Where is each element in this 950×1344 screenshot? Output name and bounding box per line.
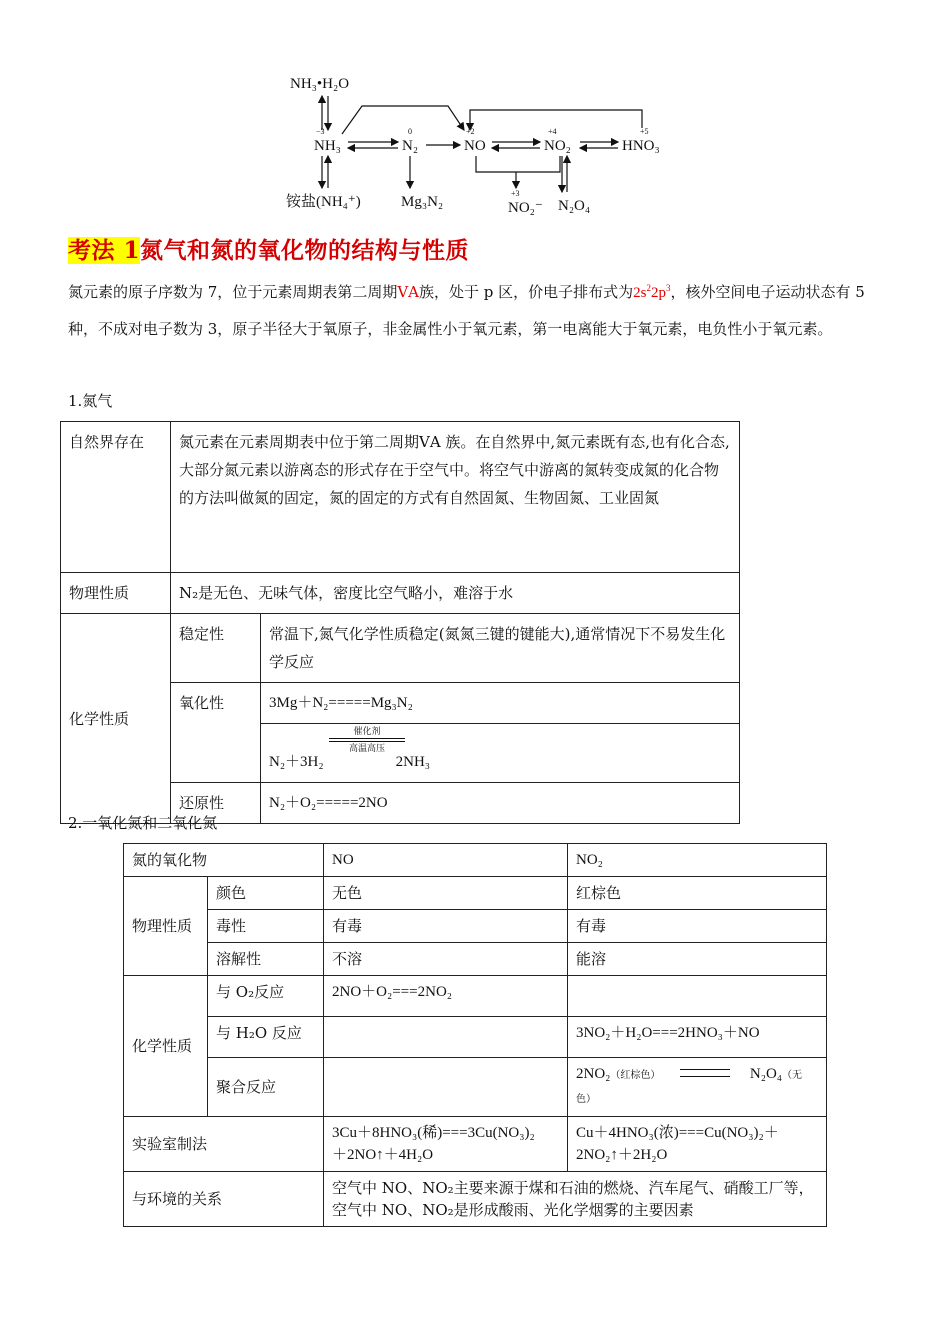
table-row: [124, 976, 827, 1017]
haber-condition: 高温高压: [348, 743, 385, 753]
solubility-label: 溶解性: [208, 943, 324, 976]
equation-n2-o2: N₂＋O₂=====2NO: [261, 783, 740, 824]
ox-nh3: −3: [316, 127, 325, 136]
table-row: [124, 943, 827, 976]
table-row: [124, 877, 827, 910]
header-oxide: 氮的氧化物: [124, 844, 324, 877]
env-label: 与环境的关系: [124, 1172, 324, 1227]
equation-mg-n2: 3Mg＋N₂=====Mg₃N₂: [261, 683, 740, 724]
lab-no: 3Cu＋8HNO₃(稀)===3Cu(NO₃)₂ ＋2NO↑＋4H₂O: [324, 1117, 568, 1172]
h2o-reaction-label: 与 H₂O 反应: [208, 1017, 324, 1058]
reversible-arrow-icon: [680, 1069, 730, 1077]
intro-text-3: ，核外空间电子运动状态有 5 种，不成对电子数为 3，原子半径大于氧原子，非金属性小于氧元素，第一电离能大于氧元素，电负性小于氧元素。: [68, 283, 865, 338]
table-row: [61, 422, 740, 573]
intro-group: ⅤA: [397, 283, 419, 301]
reducing-label: 还原性: [171, 783, 261, 824]
no-label: NO: [464, 138, 486, 154]
intro-text-1: 氮元素的原子序数为 7，位于元素周期表第二周期: [68, 283, 398, 301]
poly-right-note: （无: [782, 1070, 803, 1081]
lab-no2: Cu＋4HNO₃(浓)===Cu(NO₃)₂＋ 2NO₂↑＋2H₂O: [568, 1117, 827, 1172]
color-label: 颜色: [208, 877, 324, 910]
no-toxicity: 有毒: [324, 910, 568, 943]
no2-solubility: 能溶: [568, 943, 827, 976]
n2o4-label: N₂O₄: [558, 198, 591, 214]
chemical-label: 化学性质: [124, 976, 208, 1117]
ox-no2: +4: [548, 127, 557, 136]
ox-hno3: +5: [640, 127, 649, 136]
no-color: 无色: [324, 877, 568, 910]
table-row: [124, 1017, 827, 1058]
heading-prefix: 考法 1: [68, 237, 141, 264]
intro-text-2: 族，处于 p 区，价电子排布式为: [419, 283, 634, 301]
poly-right: N₂O₄: [749, 1066, 783, 1082]
haber-right: 2NH₃: [395, 754, 431, 770]
nitrogen-conversion-diagram: [280, 68, 680, 223]
nitrite-label: NO₂⁻: [508, 200, 543, 216]
no2-label: NO₂: [544, 138, 571, 154]
equation-haber: [261, 724, 740, 783]
chemical-label: 化学性质: [61, 614, 171, 824]
ox-no: +2: [466, 127, 475, 136]
no2-h2o-equation: 3NO₂＋H₂O===2HNO₃＋NO: [568, 1017, 827, 1058]
table-row: [61, 573, 740, 614]
intro-paragraph: [68, 274, 888, 347]
physical-label: 物理性质: [61, 573, 171, 614]
header-no: NO: [324, 844, 568, 877]
env-text: 空气中 NO、NO₂主要来源于煤和石油的燃烧、汽车尾气、硝酸工厂等，空气中 NO、NO₂是形成酸雨、光化学烟雾的主要因素: [324, 1172, 827, 1227]
nh3-h2o-label: NH₃•H₂O: [290, 76, 350, 92]
no2-poly-equation: [568, 1058, 827, 1117]
haber-conditions: [329, 726, 405, 754]
mg3n2-label: Mg₃N₂: [401, 194, 444, 210]
heading-title: 氮气和氮的氧化物的结构与性质: [140, 237, 470, 264]
section-1-label: 1.氮气: [68, 392, 113, 410]
ox-nitrite: +3: [511, 189, 520, 198]
section-heading: [68, 232, 469, 265]
physical-label: 物理性质: [124, 877, 208, 976]
header-no2: NO₂: [568, 844, 827, 877]
nitrogen-table: [60, 421, 740, 824]
no-poly-empty: [324, 1058, 568, 1117]
no2-o2-empty: [568, 976, 827, 1017]
electron-config: $2s^22p^3$: [633, 283, 671, 301]
no-h2o-empty: [324, 1017, 568, 1058]
table-row: [124, 910, 827, 943]
table-row: [61, 614, 740, 683]
reversible-arrow-icon: [329, 738, 405, 742]
poly-left-note: （红棕色）: [610, 1070, 661, 1081]
polymerization-label: 聚合反应: [208, 1058, 324, 1117]
no2-toxicity: 有毒: [568, 910, 827, 943]
table-row: [124, 844, 827, 877]
toxicity-label: 毒性: [208, 910, 324, 943]
nitrogen-oxides-table: [123, 843, 827, 1227]
stability-label: 稳定性: [171, 614, 261, 683]
physical-text: N₂是无色、无味气体，密度比空气略小，难溶于水: [171, 573, 740, 614]
haber-left: N₂＋3H₂: [269, 754, 324, 770]
table-row: [124, 1117, 827, 1172]
section-2-label: 2.一氧化氮和二氧化氮: [68, 814, 218, 832]
no-o2-equation: 2NO＋O₂===2NO₂: [324, 976, 568, 1017]
table-row: [124, 1058, 827, 1117]
hno3-label: HNO₃: [622, 138, 660, 154]
no2-color: 红棕色: [568, 877, 827, 910]
o2-reaction-label: 与 O₂反应: [208, 976, 324, 1017]
lab-label: 实验室制法: [124, 1117, 324, 1172]
oxidizing-label: 氧化性: [171, 683, 261, 783]
natural-label: 自然界存在: [61, 422, 171, 573]
nh3-label: NH₃: [314, 138, 341, 154]
natural-text: 氮元素在元素周期表中位于第二周期ⅤA 族。在自然界中,氮元素既有态,也有化合态,大部分氮元素以游离态的形式存在于空气中。将空气中游离的氮转变成氮的化合物的方法叫做氮的固定，氮的固定的方式有自然固氮、生物固氮、工业固氮: [171, 422, 740, 573]
ammonium-label: 铵盐(NH₄⁺): [286, 194, 361, 210]
no-solubility: 不溶: [324, 943, 568, 976]
poly-left: 2NO₂: [576, 1066, 611, 1082]
stability-text: 常温下,氮气化学性质稳定(氮氮三键的键能大),通常情况下不易发生化学反应: [261, 614, 740, 683]
haber-catalyst: 催化剂: [353, 726, 381, 736]
poly-right-note-2: 色）: [576, 1094, 596, 1105]
table-row: [124, 1172, 827, 1227]
n2-label: N₂: [402, 138, 419, 154]
ox-n2: 0: [408, 127, 412, 136]
